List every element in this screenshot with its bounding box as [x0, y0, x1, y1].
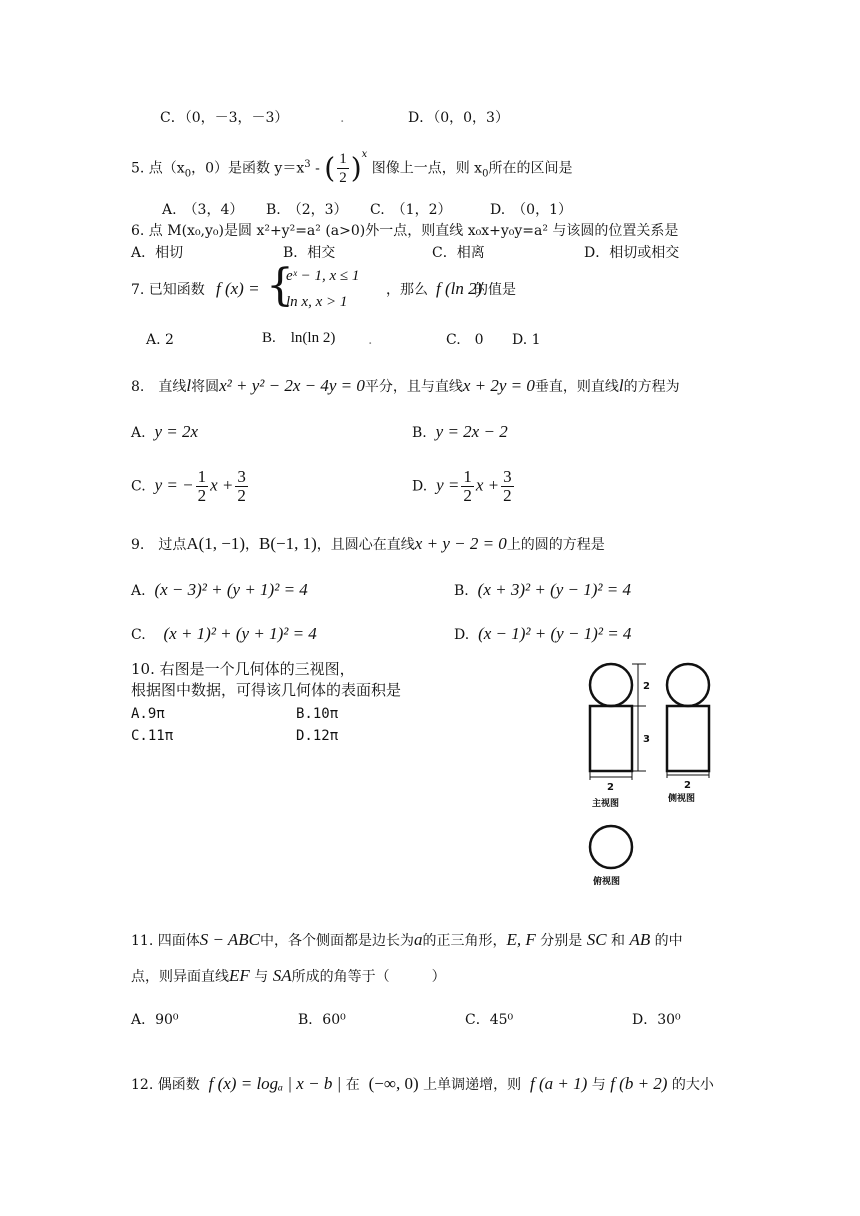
q7-case-2: ln x, x > 1 [286, 294, 348, 310]
front-view-label: 主视图 [592, 799, 620, 809]
q6-stem: 6. 点 M(x₀,y₀)是圆 x²+y²=a² (a>0)外一点，则直线 x₀x+y₀y=a² 与该圆的位置关系是 [131, 223, 679, 239]
q5-option-a: A. （3，4） [162, 202, 244, 218]
q9-option-a: A. (x − 3)² + (y + 1)² = 4 [131, 580, 308, 599]
q8-option-a: A. y = 2x [131, 422, 199, 441]
q11-stem-line-1: 11. 四面体S − ABC中，各个侧面都是边长为a的正三角形，E, F 分别是 SC 和 AB 的中 [131, 930, 683, 949]
q9-option-d: D. (x − 1)² + (y − 1)² = 4 [454, 624, 632, 643]
three-view-figure [580, 656, 780, 896]
dim-front-width-label: 2 [607, 782, 614, 793]
q7-option-b: B. ln(ln 2) [262, 330, 336, 346]
q7-option-a: A. 2 [146, 332, 174, 348]
q9-option-b: B. (x + 3)² + (y − 1)² = 4 [454, 580, 631, 599]
q10-stem-line-1: 10. 右图是一个几何体的三视图， [131, 660, 355, 678]
side-view-circle [667, 664, 709, 706]
q11-option-a: A．90⁰ [131, 1012, 179, 1028]
q7-stem-label: 7. 已知函数 [131, 282, 205, 298]
q10-stem-line-2: 根据图中数据，可得该几何体的表面积是 [131, 681, 402, 699]
front-view-circle [590, 664, 632, 706]
dim-side-label: 3 [643, 734, 650, 745]
q5-option-d: D. （0，1） [490, 202, 572, 218]
q4-option-d: D．（0，0，3） [408, 110, 509, 126]
q5-stem: 5. 点（$x_0$，0）是函数 $y=x^3$ - ( $\frac{1}{2}$ )$^x$ 图像上一点，则 $x_0$所在的区间是 [131, 148, 573, 186]
q10-option-d: D.12π [296, 728, 339, 744]
front-view-rect [590, 706, 632, 771]
side-view-label: 侧视图 [668, 794, 696, 804]
q12-stem: 12. 偶函数 f (x) = logₐ | x − b | 在 (−∞, 0) 上单调递增，则 f (a + 1) 与 f (b + 2) 的大小 [131, 1074, 714, 1093]
q8-option-c: C. y = − $\frac{1}{2}$ x + $\frac{3}{2}$ [131, 467, 246, 505]
q6-option-d: D．相切或相交 [584, 245, 680, 261]
top-view-circle [590, 826, 632, 868]
q7-function-name: f (x) = [216, 279, 260, 298]
q8-stem: 8. 直线l将圆x² + y² − 2x − 4y = 0平分，且与直线x + 2y = 0垂直，则直线l的方程为 [131, 376, 680, 395]
q11-stem-line-2: 点，则异面直线EF 与 SA所成的角等于（ ） [131, 966, 446, 985]
q7-expression: f (ln 2) [436, 279, 483, 298]
q8-option-b: B. y = 2x − 2 [412, 422, 508, 441]
q11-option-d: D．30⁰ [632, 1012, 681, 1028]
q9-option-c: C. (x + 1)² + (y + 1)² = 4 [131, 624, 317, 643]
q7-option-c: C. 0 [446, 332, 484, 348]
dim-side-width-label: 2 [684, 780, 691, 791]
q6-option-c: C．相离 [432, 245, 485, 261]
top-view-label: 俯视图 [593, 877, 621, 887]
q11-option-b: B．60⁰ [298, 1012, 346, 1028]
q7-option-d: D. 1 [512, 332, 541, 348]
q7-stem-end: 的值是 [474, 282, 516, 298]
q9-stem: 9. 过点A(1, −1)，B(−1, 1)，且圆心在直线x + y − 2 = 0上的圆的方程是 [131, 534, 605, 553]
q10-option-b: B.10π [296, 706, 339, 722]
q5-option-b: B. （2，3） [266, 202, 348, 218]
dim-top-label: 2 [643, 681, 650, 692]
q8-option-d: D. y = $\frac{1}{2}$ x + $\frac{3}{2}$ [412, 467, 512, 505]
q10-option-a: A.9π [131, 706, 165, 722]
q7-brace: { [266, 260, 294, 311]
q10-option-c: C.11π [131, 728, 174, 744]
q6-option-b: B．相交 [283, 245, 336, 261]
q4-dot: . [340, 110, 345, 126]
q7-case-1: eˣ − 1, x ≤ 1 [286, 268, 360, 284]
q4-option-c: C．（0，－3，－3） [160, 110, 289, 126]
q7-stem-mid: ，那么 [386, 282, 428, 298]
q5-option-c: C. （1，2） [370, 202, 452, 218]
side-view-rect [667, 706, 709, 771]
q11-option-c: C．45⁰ [465, 1012, 514, 1028]
q6-option-a: A．相切 [131, 245, 184, 261]
q7-dot: . [368, 332, 373, 348]
